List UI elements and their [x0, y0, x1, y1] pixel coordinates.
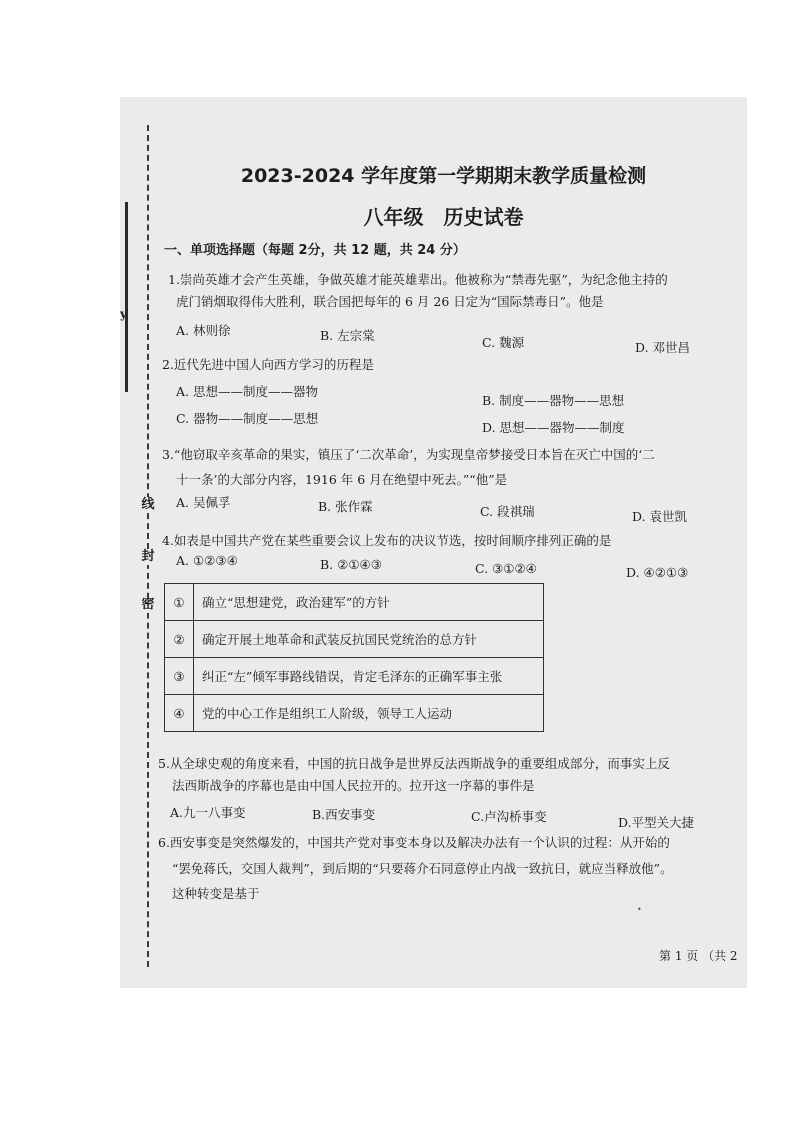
binding-word-seal: 封 [133, 549, 163, 565]
question-4-option-a: A. ①②③④ [176, 553, 238, 568]
exam-title: 2023-2024 学年度第一学期期末教学质量检测 [240, 165, 647, 187]
table-cell-num: ② [165, 621, 194, 658]
question-3-option-c: C. 段祺瑞 [480, 504, 535, 519]
exam-paper [120, 97, 747, 988]
table-cell-text: 纠正“左”倾军事路线错误，肯定毛泽东的正确军事主张 [194, 658, 544, 695]
table-row [165, 695, 544, 732]
question-5-option-a: A.九一八事变 [170, 805, 246, 820]
page-number: 第 1 页 （共 2 [659, 949, 738, 963]
question-3-option-d: D. 袁世凯 [632, 509, 688, 524]
question-1-option-d: D. 邓世昌 [635, 340, 691, 355]
question-2-option-a: A. 思想——制度——器物 [176, 384, 318, 399]
table-cell-text: 确立“思想建党，政治建军”的方针 [194, 584, 544, 621]
table-row [165, 658, 544, 695]
binding-word-line: 线 [133, 497, 163, 513]
question-2-option-d: D. 思想——器物——制度 [482, 420, 625, 435]
question-4-option-b: B. ②①④③ [320, 557, 382, 572]
section-heading: 一、单项选择题（每题 2分，共 12 题，共 24 分） [164, 243, 466, 258]
resolutions-table [164, 583, 544, 732]
table-cell-num: ④ [165, 695, 194, 732]
table-cell-num: ③ [165, 658, 194, 695]
question-6-line-1: 6.西安事变是突然爆发的，中国共产党对事变本身以及解决办法有一个认识的过程：从开始的 [158, 835, 670, 850]
question-1-line-2: 虎门销烟取得伟大胜利，联合国把每年的 6 月 26 日定为“国际禁毒日”。他是 [176, 294, 604, 309]
table-cell-text: 确定开展土地革命和武装反抗国民党统治的总方针 [194, 621, 544, 658]
question-3-line-2: 十一条’的大部分内容，1916 年 6 月在绝望中死去。”“他”是 [176, 472, 508, 487]
question-5-line-2: 法西斯战争的序幕也是由中国人民拉开的。拉开这一序幕的事件是 [172, 778, 535, 793]
question-3-option-a: A. 吴佩孚 [176, 495, 231, 510]
question-2-option-c: C. 器物——制度——思想 [176, 411, 319, 426]
question-2-option-b: B. 制度——器物——思想 [482, 393, 625, 408]
question-4-option-d: D. ④②①③ [626, 565, 689, 580]
table-row [165, 621, 544, 658]
question-1-line-1: 1.崇尚英雄才会产生英雄，争做英雄才能英雄辈出。他被称为“禁毒先驱”，为纪念他主持的 [168, 272, 668, 287]
question-5-line-1: 5.从全球史观的角度来看，中国的抗日战争是世界反法西斯战争的重要组成部分，而事实上反 [158, 756, 670, 771]
question-3-option-b: B. 张作霖 [318, 499, 373, 514]
binding-mark: y [120, 307, 127, 321]
exam-subtitle: 八年级 历史试卷 [363, 205, 524, 229]
question-5-option-b: B.西安事变 [312, 807, 376, 822]
question-6-line-3: 这种转变是基于 [172, 886, 260, 901]
table-cell-text: 党的中心工作是组织工人阶级，领导工人运动 [194, 695, 544, 732]
question-2-line-1: 2.近代先进中国人向西方学习的历程是 [162, 357, 374, 372]
question-3-line-1: 3.“他窃取辛亥革命的果实，镇压了‘二次革命’，为实现皇帝梦接受日本旨在灭亡中国的‘二 [162, 447, 655, 462]
binding-solid-line [125, 202, 128, 392]
scan-speck: • [637, 905, 642, 914]
question-6-line-2: “罢免蒋氏，交国人裁判”，到后期的“只要蒋介石同意停止内战一致抗日，就应当释放他”。 [172, 861, 673, 876]
question-4-line-1: 4.如表是中国共产党在某些重要会议上发布的决议节选，按时间顺序排列正确的是 [162, 533, 612, 548]
question-1-option-c: C. 魏源 [482, 335, 525, 350]
binding-dashed-line [147, 125, 149, 967]
question-5-option-c: C.卢沟桥事变 [471, 809, 547, 824]
binding-word-secret: 密 [133, 597, 163, 613]
question-5-option-d: D.平型关大捷 [618, 815, 695, 830]
question-1-option-b: B. 左宗棠 [320, 328, 375, 343]
question-4-option-c: C. ③①②④ [475, 561, 537, 576]
table-row [165, 584, 544, 621]
table-cell-num: ① [165, 584, 194, 621]
question-1-option-a: A. 林则徐 [176, 323, 231, 338]
